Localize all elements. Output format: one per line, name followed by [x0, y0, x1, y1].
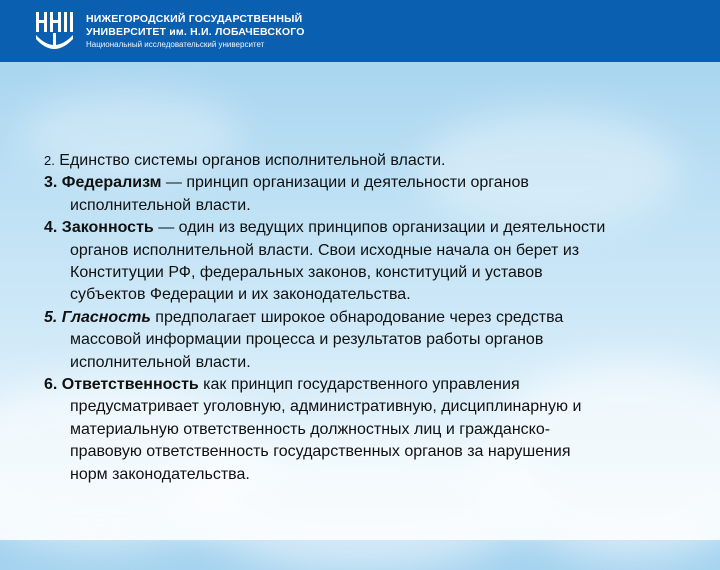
item-number: 3.: [44, 174, 58, 192]
item-number: 4.: [44, 219, 58, 237]
principle-item-3: [44, 172, 694, 217]
university-name: [86, 13, 305, 51]
item-text-line: материальную ответственность должностных лиц и гражданско-: [70, 420, 551, 438]
item-text: Единство системы органов исполнительной власти.: [59, 152, 446, 169]
item-text-line: исполнительной власти.: [70, 353, 251, 371]
nngu-logo-icon: [32, 9, 76, 53]
item-text-line: правовую ответственность государственных органов за нарушения: [70, 443, 571, 461]
slide-body: [44, 150, 694, 486]
item-term: Ответственность: [61, 376, 199, 394]
item-text-line: органов исполнительной власти. Свои исходные начала он берет из: [70, 241, 580, 259]
item-text-line: норм законодательства.: [70, 465, 250, 483]
item-text: — один из ведущих принципов организации и деятельности: [153, 219, 606, 237]
item-text-line: предусматривает уголовную, административную, дисциплинарную и: [70, 398, 582, 416]
header-bar: [0, 0, 720, 62]
item-text: предполагает широкое обнародование через средства: [150, 308, 564, 326]
item-number: 5.: [44, 308, 58, 326]
principle-item-4: [44, 217, 694, 307]
principle-item-6: [44, 374, 694, 486]
item-text-line: Конституции РФ, федеральных законов, конституций и уставов: [70, 264, 543, 282]
item-term: Гласность: [61, 308, 151, 326]
item-text: — принцип организации и деятельности органов: [161, 174, 529, 192]
item-text: как принцип государственного управления: [198, 376, 520, 394]
principle-item-5: [44, 307, 694, 374]
item-number: 2.: [44, 153, 55, 168]
item-text-line: массовой информации процесса и результатов работы органов: [70, 331, 544, 349]
item-term: Законность: [61, 219, 154, 237]
university-subtitle: Национальный исследовательский университет: [86, 40, 265, 49]
item-term: Федерализм: [61, 174, 162, 192]
item-number: 6.: [44, 376, 58, 394]
item-text-line: исполнительной власти.: [70, 196, 251, 214]
item-text-line: субъектов Федерации и их законодательства.: [70, 286, 411, 304]
principle-item-2: [44, 150, 694, 172]
university-name-line1: НИЖЕГОРОДСКИЙ ГОСУДАРСТВЕННЫЙ: [86, 13, 303, 25]
university-name-line2: УНИВЕРСИТЕТ им. Н.И. ЛОБАЧЕВСКОГО: [86, 26, 305, 38]
